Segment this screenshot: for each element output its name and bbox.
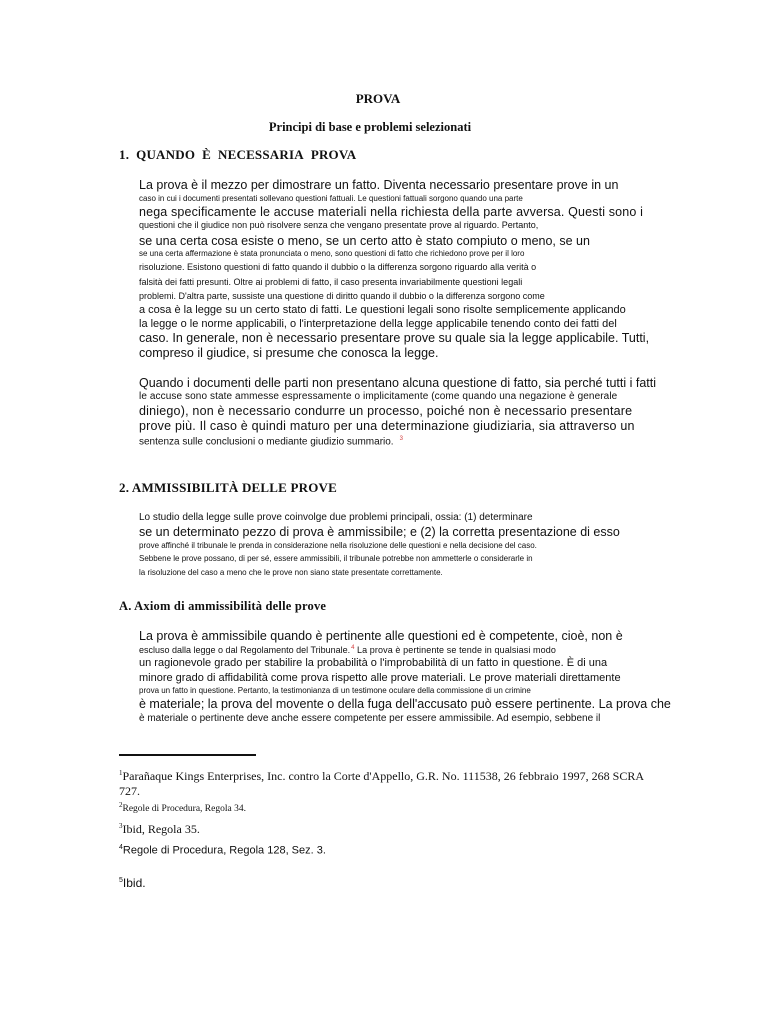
paragraph-line: è materiale o pertinente deve anche essere competente per essere ammissibile. Ad esempio, sebbene il bbox=[139, 713, 601, 724]
footnote-number: 2 bbox=[119, 801, 123, 809]
section-1-heading bbox=[119, 147, 356, 163]
footnote-number: 3 bbox=[119, 822, 123, 830]
section-number: 1. bbox=[119, 147, 130, 162]
document-title: PROVA bbox=[355, 91, 401, 106]
document-subtitle: Principi di base e problemi selezionati bbox=[268, 120, 472, 134]
paragraph-line: prove più. Il caso è quindi maturo per una determinazione giudiziaria, sia attraverso un bbox=[139, 419, 635, 433]
paragraph-line: risoluzione. Esistono questioni di fatto quando il dubbio o la differenza sorgono riguardo alla verità o bbox=[139, 262, 537, 272]
paragraph-line: è materiale; la prova del movente o della fuga dell'accusato può essere pertinente. La prova che bbox=[139, 697, 671, 711]
paragraph-line: a cosa è la legge su un certo stato di fatti. Le questioni legali sono risolte semplicemente applicando bbox=[139, 304, 626, 316]
footnote-3 bbox=[119, 822, 200, 837]
paragraph-text: sentenza sulle conclusioni o mediante giudizio summario. bbox=[139, 436, 394, 448]
paragraph-line bbox=[139, 436, 403, 447]
heading-word: NECESSARIA bbox=[218, 147, 304, 162]
footnote-number: 4 bbox=[119, 844, 123, 851]
paragraph-line: La prova è il mezzo per dimostrare un fatto. Diventa necessario presentare prove in un bbox=[139, 178, 619, 192]
heading-word: È bbox=[202, 147, 212, 162]
heading-word: QUANDO bbox=[136, 147, 196, 162]
paragraph-line: caso. In generale, non è necessario presentare prove su quale sia la legge applicabile. Tutti, bbox=[139, 331, 650, 345]
paragraph-line: prova un fatto in questione. Pertanto, la testimonianza di un testimone oculare della commissione di un crimine bbox=[139, 686, 531, 695]
paragraph-line: questioni che il giudice non può risolvere senza che vengano presentate prove al riguardo. Pertanto, bbox=[139, 220, 539, 230]
footnote-number: 1 bbox=[119, 769, 123, 777]
paragraph-line bbox=[139, 645, 556, 655]
paragraph-line: la legge o le norme applicabili, o l'interpretazione della legge applicabile tenendo conto dei fatti del bbox=[139, 318, 617, 330]
paragraph-line: prove affinché il tribunale le prenda in considerazione nella risoluzione delle questioni e nella decisione del caso. bbox=[139, 541, 537, 550]
footnote-text: 727. bbox=[119, 784, 140, 798]
footnote-1 bbox=[119, 766, 644, 799]
paragraph-line: Quando i documenti delle parti non presentano alcuna questione di fatto, sia perché tutti i fatti bbox=[139, 376, 656, 390]
paragraph-line: diniego), non è necessario condurre un processo, poiché non è necessario presentare bbox=[139, 404, 633, 418]
paragraph-line: le accuse sono state ammesse espressamente o implicitamente (come quando una negazione è generale bbox=[139, 391, 618, 402]
paragraph-line: falsità dei fatti presunti. Oltre ai problemi di fatto, il caso presenta invariabilmente questioni legali bbox=[139, 277, 523, 287]
paragraph-line: un ragionevole grado per stabilire la probabilità o l'improbabilità di un fatto in questione. È di una bbox=[139, 657, 608, 669]
footnote-number: 5 bbox=[119, 877, 123, 884]
heading-word: PROVA bbox=[310, 147, 357, 162]
paragraph-line: se un determinato pezzo di prova è ammissibile; e (2) la corretta presentazione di esso bbox=[139, 525, 620, 539]
paragraph-line: La prova è ammissibile quando è pertinente alle questioni ed è competente, cioè, non è bbox=[139, 629, 623, 643]
footnote-5 bbox=[119, 876, 146, 890]
paragraph-line: problemi. D'altra parte, sussiste una questione di diritto quando il dubbio o la differenza sorgono come bbox=[139, 291, 545, 301]
footnote-2 bbox=[119, 801, 246, 814]
footnote-text: Parañaque Kings Enterprises, Inc. contro la Corte d'Appello, G.R. No. 111538, 26 febbraio 1997, 268 SCRA bbox=[122, 769, 645, 783]
footnote-text: Regole di Procedura, Regola 34. bbox=[122, 804, 246, 815]
paragraph-line: Lo studio della legge sulle prove coinvolge due problemi principali, ossia: (1) determinare bbox=[139, 512, 533, 523]
footnote-ref[interactable]: 3 bbox=[399, 436, 403, 442]
paragraph-line: compreso il giudice, si presume che conosca la legge. bbox=[139, 346, 439, 360]
footnote-4 bbox=[119, 844, 326, 857]
paragraph-line: se una certa affermazione è stata pronunciata o meno, sono questioni di fatto che richiedono prove per il loro bbox=[139, 249, 525, 258]
paragraph-line: caso in cui i documenti presentati sollevano questioni fattuali. Le questioni fattuali sorgono quando una parte bbox=[139, 194, 523, 203]
paragraph-text: La prova è pertinente se tende in qualsiasi modo bbox=[357, 645, 556, 655]
section-a-heading: A. Axiom di ammissibilità delle prove bbox=[119, 599, 327, 613]
footnote-ref[interactable]: 4 bbox=[351, 645, 355, 651]
paragraph-line: la risoluzione del caso a meno che le prove non siano state presentate correttamente. bbox=[139, 568, 443, 577]
footnote-text: Ibid. bbox=[122, 876, 146, 890]
paragraph-text: escluso dalla legge o dal Regolamento del Tribunale. bbox=[139, 645, 351, 655]
section-2-heading: 2. AMMISSIBILITÀ DELLE PROVE bbox=[119, 480, 337, 495]
footnote-text: Ibid, Regola 35. bbox=[122, 822, 200, 836]
paragraph-line: nega specificamente le accuse materiali nella richiesta della parte avversa. Questi sono i bbox=[139, 205, 644, 219]
paragraph-line: Sebbene le prove possano, di per sé, essere ammissibili, il tribunale potrebbe non ammetterle o considerarle in bbox=[139, 554, 533, 563]
paragraph-line: se una certa cosa esiste o meno, se un certo atto è stato compiuto o meno, se un bbox=[139, 234, 590, 248]
footnote-divider bbox=[119, 754, 256, 756]
paragraph-line: minore grado di affidabilità come prova rispetto alle prove materiali. Le prove materiali direttamente bbox=[139, 672, 621, 684]
footnote-text: Regole di Procedura, Regola 128, Sez. 3. bbox=[122, 844, 326, 857]
